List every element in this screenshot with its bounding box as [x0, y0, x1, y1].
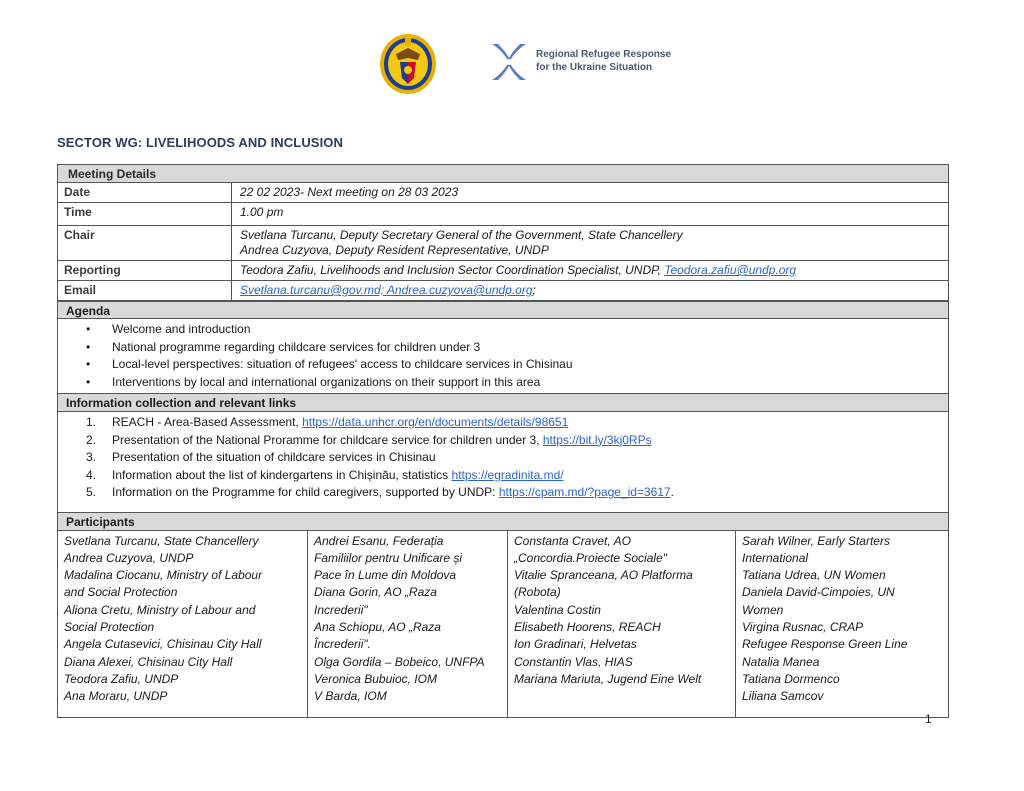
participant-line: Andrea Cuzyova, UNDP — [64, 550, 194, 565]
email-label: Email — [58, 281, 232, 300]
agenda-item-text: Interventions by local and international organizations on their support in this area — [112, 374, 541, 389]
bullet-icon: • — [86, 322, 91, 336]
bullet-icon: • — [86, 357, 91, 371]
item-number: 3. — [86, 450, 97, 464]
participant-line: Andrei Esanu, Federația — [314, 533, 444, 548]
chair-label: Chair — [58, 226, 232, 260]
participant-line: Vitalie Spranceana, AO Platforma — [514, 568, 693, 583]
meeting-details-heading: Meeting Details — [58, 165, 948, 183]
page-title: SECTOR WG: LIVELIHOODS AND INCLUSION — [57, 135, 343, 150]
meeting-table — [57, 164, 949, 718]
date-label: Date — [58, 183, 232, 202]
participant-line: (Robota) — [514, 585, 561, 600]
agenda-item — [86, 374, 948, 392]
moldova-coat-of-arms-icon — [378, 30, 438, 96]
participant-line: and Social Protection — [64, 585, 178, 600]
participant-line: International — [742, 550, 809, 565]
participants-grid — [58, 531, 948, 717]
participant-line: Ion Gradinari, Helvetas — [514, 637, 637, 652]
info-item — [86, 467, 948, 485]
page-number: 1 — [925, 712, 932, 726]
participant-line: Valentina Costin — [514, 602, 601, 617]
participant-line: „Concordia.Proiecte Sociale" — [514, 550, 667, 565]
agenda-item-text: National programme regarding childcare services for children under 3 — [112, 339, 481, 354]
participant-line: Elisabeth Hoorens, REACH — [514, 619, 661, 634]
time-value: 1.00 pm — [240, 205, 284, 219]
agenda-item — [86, 356, 948, 374]
participant-line: Angela Cutasevici, Chisinau City Hall — [64, 637, 262, 652]
participant-line: Aliona Cretu, Ministry of Labour and — [64, 602, 256, 617]
rrr-line-1: Regional Refugee Response — [536, 49, 672, 60]
participant-line: Tatiana Dormenco — [742, 671, 840, 686]
programme-presentation-link[interactable]: https://bit.ly/3kj0RPs — [542, 432, 652, 447]
regional-refugee-response-logo — [488, 40, 688, 84]
item-number: 4. — [86, 467, 97, 482]
rrr-logo-text — [536, 48, 671, 74]
participant-line: Natalia Manea — [742, 654, 820, 669]
participant-line: V Barda, IOM — [314, 689, 387, 704]
participants-col-3 — [508, 531, 736, 717]
participant-line: Veronica Bubuioc, IOM — [314, 671, 437, 686]
participant-line: Teodora Zafiu, UNDP — [64, 671, 179, 686]
participant-line: Olga Gordila – Bobeico, UNFPA — [314, 654, 485, 669]
reporting-label: Reporting — [58, 261, 232, 280]
bullet-icon: • — [86, 374, 91, 389]
participant-line: Ana Moraru, UNDP — [64, 689, 168, 704]
time-label: Time — [58, 203, 232, 225]
item-number: 2. — [86, 432, 97, 447]
participant-line: Diana Gorin, AO „Raza — [314, 585, 437, 600]
reach-assessment-link[interactable]: https://data.unhcr.org/en/documents/details/98651 — [302, 415, 569, 429]
info-text: Presentation of the situation of childcare services in Chisinau — [112, 450, 436, 464]
participants-col-2 — [308, 531, 508, 717]
header-logos — [0, 30, 1024, 100]
info-heading: Information collection and relevant links — [58, 394, 948, 412]
bullet-icon: • — [86, 339, 91, 354]
participants-col-1 — [58, 531, 308, 717]
rrr-x-logo-icon — [488, 40, 530, 84]
reporting-value — [232, 261, 948, 280]
egradinita-link[interactable]: https://egradinita.md/ — [451, 467, 564, 482]
cpam-link[interactable]: https://cpam.md/?page_id=3617 — [498, 485, 671, 499]
info-suffix: . — [670, 485, 674, 499]
item-number: 5. — [86, 485, 97, 499]
participant-line: Familiilor pentru Unificare și — [314, 550, 463, 565]
participant-line: Social Protection — [64, 619, 155, 634]
reporting-text: Teodora Zafiu, Livelihoods and Inclusion Sector Coordination Specialist, UNDP, — [240, 263, 665, 277]
participant-line: Women — [742, 602, 784, 617]
row-date — [58, 183, 948, 203]
chair-line-2: Andrea Cuzyova, Deputy Resident Representative, UNDP — [240, 243, 549, 257]
date-value: 22 02 2023- Next meeting on 28 03 2023 — [240, 185, 459, 199]
agenda-list — [58, 319, 948, 394]
info-item — [86, 432, 948, 450]
participant-line: Tatiana Udrea, UN Women — [742, 568, 886, 583]
participant-line: Constanta Cravet, AO — [514, 533, 631, 548]
participant-line: Pace în Lume din Moldova — [314, 568, 457, 583]
info-text: Information about the list of kindergartens in Chișinău, statistics — [112, 467, 452, 482]
chair-line-1: Svetlana Turcanu, Deputy Secretary General of the Government, State Chancellery — [240, 228, 683, 242]
row-chair — [58, 226, 948, 261]
participant-line: Madalina Ciocanu, Ministry of Labour — [64, 568, 263, 583]
participant-line: Svetlana Turcanu, State Chancellery — [64, 533, 259, 548]
participant-line: Liliana Samcov — [742, 689, 824, 704]
row-reporting — [58, 261, 948, 281]
row-email — [58, 281, 948, 301]
participant-line: Constantin Vlas, HIAS — [514, 654, 633, 669]
info-list — [58, 412, 948, 513]
info-text: Information on the Programme for child caregivers, supported by UNDP: — [112, 485, 499, 499]
participant-line: Refugee Response Green Line — [742, 637, 908, 652]
info-item — [86, 414, 948, 432]
chair-value — [232, 226, 948, 260]
participant-line: Ana Schiopu, AO „Raza — [314, 619, 441, 634]
participants-heading: Participants — [58, 513, 948, 531]
participant-line: Mariana Mariuta, Jugend Eine Welt — [514, 671, 702, 686]
rrr-line-2: for the Ukraine Situation — [536, 62, 653, 73]
participant-line: Sarah Wilner, Early Starters — [742, 533, 890, 548]
email-value — [232, 281, 948, 300]
info-item — [86, 449, 948, 467]
reporting-email-link[interactable]: Teodora.zafiu@undp.org — [664, 263, 797, 277]
participant-line: Diana Alexei, Chisinau City Hall — [64, 654, 233, 669]
participants-col-4 — [736, 531, 948, 717]
row-time — [58, 203, 948, 226]
participant-line: Increderii" — [314, 602, 368, 617]
agenda-item — [86, 339, 948, 357]
agenda-item-text: Welcome and introduction — [112, 322, 251, 336]
agenda-heading: Agenda — [58, 301, 948, 319]
info-text: Presentation of the National Proramme for childcare service for children under 3, — [112, 432, 543, 447]
email-suffix: ; — [532, 283, 536, 297]
item-number: 1. — [86, 415, 97, 429]
info-item — [86, 484, 948, 502]
participant-line: Virgina Rusnac, CRAP — [742, 619, 864, 634]
participant-line: Daniela David-Cimpoies, UN — [742, 585, 895, 600]
agenda-item-text: Local-level perspectives: situation of refugees' access to childcare services in Chisinau — [112, 357, 573, 371]
info-text: REACH - Area-Based Assessment, — [112, 415, 303, 429]
agenda-item — [86, 321, 948, 339]
chair-emails-link[interactable]: Svetlana.turcanu@gov.md; Andrea.cuzyova@undp.org — [240, 283, 533, 297]
participant-line: Încrederii". — [314, 637, 371, 652]
